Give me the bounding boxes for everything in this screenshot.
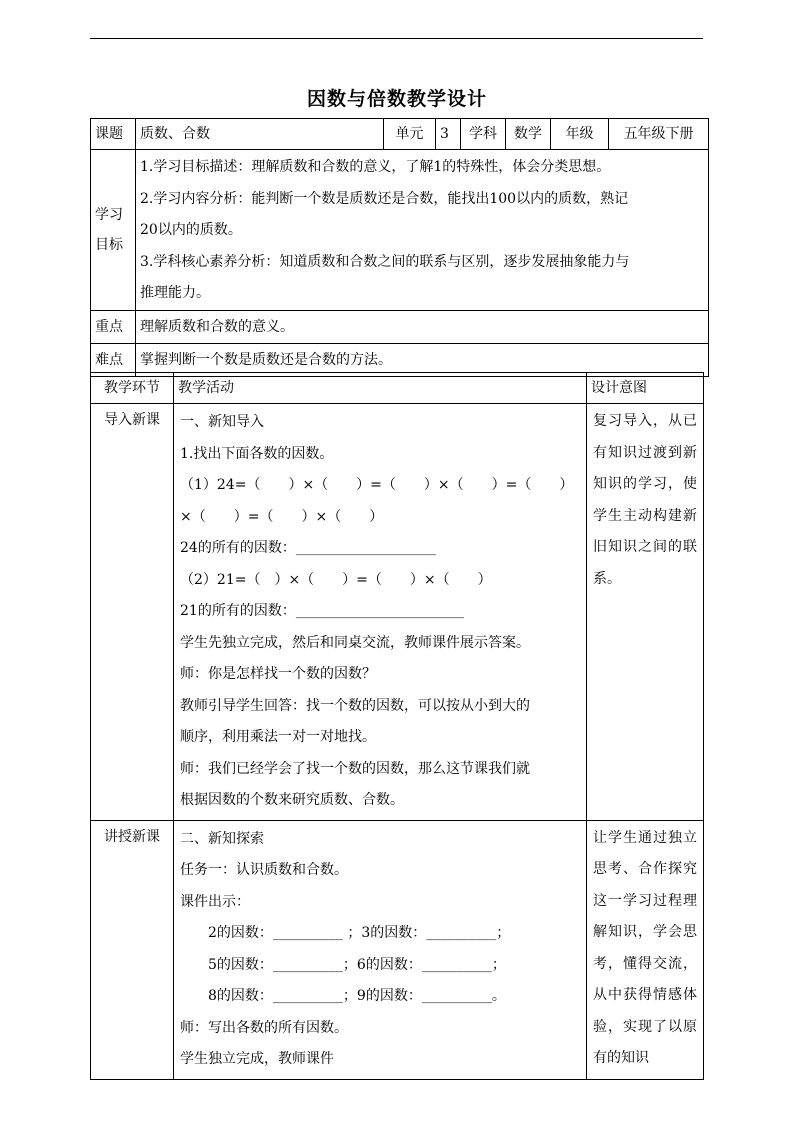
topic-value: 质数、合数	[136, 119, 384, 150]
activity-line: 学生先独立完成，然后和同桌交流，教师课件展示答案。	[180, 634, 530, 651]
activity-line: （1）24=（ ）×（ ）=（ ）×（ ）=（ ）	[180, 477, 574, 493]
objective-line: 20以内的质数。	[140, 222, 242, 238]
activity-line: ×（ ）=（ ）×（ ）	[180, 508, 384, 525]
objectives-row	[91, 150, 709, 311]
grade-value: 五年级下册	[609, 119, 709, 150]
key-point-row	[91, 310, 709, 343]
intent-intro: 复习导入，从已有知识过渡到新知识的学习，使学生主动构建新旧知识之间的联系。	[587, 404, 704, 821]
process-header-row	[91, 373, 704, 404]
subject-value: 数学	[506, 119, 551, 150]
page-title: 因数与倍数教学设计	[306, 88, 487, 110]
process-row-intro	[91, 404, 704, 821]
objectives-label	[91, 150, 136, 311]
stage-new: 讲授新课	[91, 820, 174, 1079]
activity-line: 24的所有的因数：____________________	[180, 540, 436, 556]
activity-line: 课件出示：	[180, 893, 250, 910]
activity-line: 二、新知探索	[180, 830, 264, 847]
difficulty-label: 难点	[91, 343, 136, 376]
objective-line: 1.学习目标描述：理解质数和合数的意义，了解1的特殊性，体会分类思想。	[140, 159, 611, 175]
activity-line: 2的因数：__________ ；3的因数：__________；	[208, 925, 511, 941]
header-stage: 教学环节	[91, 373, 174, 404]
activity-line: 师：你是怎样找一个数的因数？	[180, 666, 376, 682]
stage-intro: 导入新课	[91, 404, 174, 821]
process-row-new	[91, 820, 704, 1079]
topic-label: 课题	[91, 119, 136, 150]
header-rule	[90, 38, 703, 39]
activity-intro	[174, 404, 587, 821]
objectives-label-line1: 学习	[95, 206, 123, 223]
activity-line: 21的所有的因数：________________________	[180, 603, 464, 619]
activity-line: 一、新知导入	[180, 414, 264, 430]
objective-line: 3.学科核心素养分析：知道质数和合数之间的联系与区别，逐步发展抽象能力与	[140, 253, 630, 270]
header-intent: 设计意图	[587, 373, 704, 404]
grade-label: 年级	[551, 119, 609, 150]
activity-line: 1.找出下面各数的因数。	[180, 445, 334, 462]
key-point-label: 重点	[91, 310, 136, 343]
activity-line: 师：我们已经学会了找一个数的因数，那么这节课我们就	[180, 760, 530, 777]
header-activity: 教学活动	[174, 373, 587, 404]
activity-line: 根据因数的个数来研究质数、合数。	[180, 792, 404, 808]
key-point-text: 理解质数和合数的意义。	[136, 310, 709, 343]
activity-line: 学生独立完成，教师课件	[180, 1051, 334, 1067]
objectives-label-line2: 目标	[95, 236, 123, 253]
activity-line: 5的因数：__________；6的因数：__________；	[208, 956, 506, 973]
objectives-content	[136, 150, 709, 311]
intent-new: 让学生通过独立思考、合作探究这一学习过程理解知识，学会思考，懂得交流，从中获得情感体验，实现了以原有的知识	[587, 820, 704, 1079]
objective-line: 推理能力。	[140, 285, 210, 301]
objective-line: 2.学习内容分析：能判断一个数是质数还是合数，能找出100以内的质数，熟记	[140, 190, 629, 207]
activity-line: 任务一：认识质数和合数。	[180, 862, 348, 878]
lesson-info-table	[90, 118, 709, 377]
teaching-process-table	[90, 372, 704, 1080]
activity-line: 师：写出各数的所有因数。	[180, 1019, 348, 1036]
activity-line: 8的因数：__________；9的因数：__________。	[208, 988, 506, 1004]
info-row	[91, 119, 709, 150]
unit-value: 3	[436, 119, 461, 150]
difficulty-text: 掌握判断一个数是质数还是合数的方法。	[136, 343, 709, 376]
subject-label: 学科	[461, 119, 506, 150]
unit-label: 单元	[384, 119, 436, 150]
activity-new	[174, 820, 587, 1079]
activity-line: 顺序，利用乘法一对一对地找。	[180, 729, 376, 745]
activity-line: 教师引导学生回答：找一个数的因数，可以按从小到大的	[180, 697, 530, 714]
activity-line: （2）21=（ ）×（ ）=（ ）×（ ）	[180, 571, 492, 588]
